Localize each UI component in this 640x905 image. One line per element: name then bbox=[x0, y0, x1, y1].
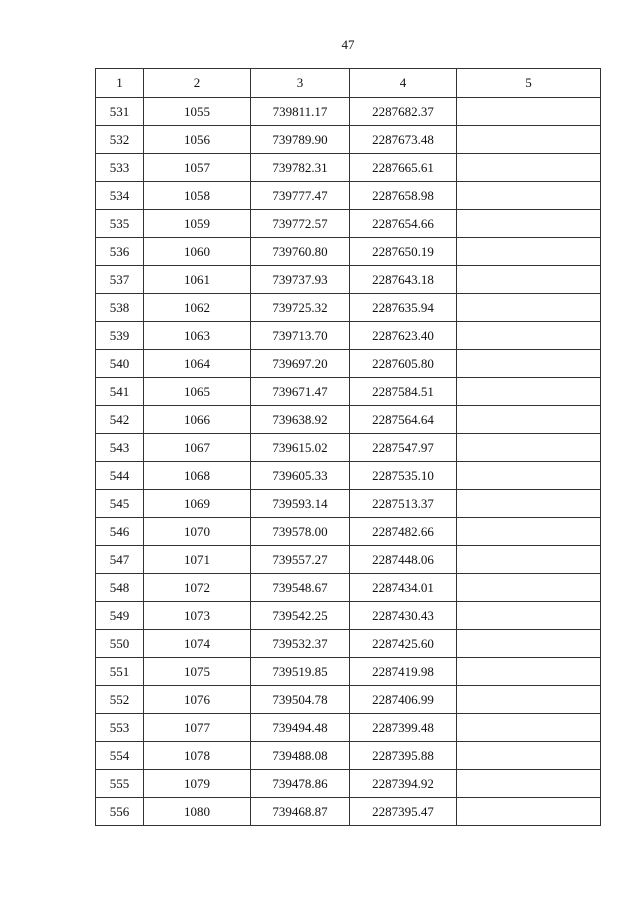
table-cell-col-2: 1062 bbox=[144, 294, 251, 322]
table-cell-col-2: 1069 bbox=[144, 490, 251, 518]
table-cell-col-2: 1070 bbox=[144, 518, 251, 546]
table-row bbox=[96, 798, 601, 826]
table-cell-col-5 bbox=[457, 630, 601, 658]
table-cell-col-4: 2287584.51 bbox=[350, 378, 457, 406]
table-cell-col-4: 2287535.10 bbox=[350, 462, 457, 490]
table-cell-col-3: 739605.33 bbox=[251, 462, 350, 490]
table-cell-col-2: 1079 bbox=[144, 770, 251, 798]
table-cell-col-1: 554 bbox=[96, 742, 144, 770]
table-row bbox=[96, 714, 601, 742]
table-cell-col-5 bbox=[457, 658, 601, 686]
table-cell-col-2: 1059 bbox=[144, 210, 251, 238]
table-cell-col-1: 556 bbox=[96, 798, 144, 826]
table-cell-col-5 bbox=[457, 210, 601, 238]
table-cell-col-4: 2287430.43 bbox=[350, 602, 457, 630]
table-cell-col-5 bbox=[457, 490, 601, 518]
table-cell-col-3: 739638.92 bbox=[251, 406, 350, 434]
table-cell-col-1: 536 bbox=[96, 238, 144, 266]
table-row bbox=[96, 210, 601, 238]
table-cell-col-3: 739713.70 bbox=[251, 322, 350, 350]
table-cell-col-4: 2287448.06 bbox=[350, 546, 457, 574]
table-cell-col-2: 1060 bbox=[144, 238, 251, 266]
table-row bbox=[96, 602, 601, 630]
table-cell-col-4: 2287394.92 bbox=[350, 770, 457, 798]
table-cell-col-5 bbox=[457, 574, 601, 602]
column-header-1: 1 bbox=[96, 69, 144, 98]
page-number: 47 bbox=[341, 37, 355, 52]
table-cell-col-4: 2287623.40 bbox=[350, 322, 457, 350]
table-cell-col-5 bbox=[457, 266, 601, 294]
table-cell-col-5 bbox=[457, 378, 601, 406]
table-cell-col-5 bbox=[457, 238, 601, 266]
table-row bbox=[96, 182, 601, 210]
table-cell-col-1: 540 bbox=[96, 350, 144, 378]
table-cell-col-2: 1074 bbox=[144, 630, 251, 658]
table-cell-col-4: 2287650.19 bbox=[350, 238, 457, 266]
table-cell-col-5 bbox=[457, 98, 601, 126]
table-cell-col-1: 535 bbox=[96, 210, 144, 238]
table-cell-col-2: 1064 bbox=[144, 350, 251, 378]
table-cell-col-4: 2287482.66 bbox=[350, 518, 457, 546]
table-cell-col-1: 548 bbox=[96, 574, 144, 602]
table-cell-col-1: 537 bbox=[96, 266, 144, 294]
table-cell-col-3: 739532.37 bbox=[251, 630, 350, 658]
table-cell-col-3: 739697.20 bbox=[251, 350, 350, 378]
table-cell-col-3: 739548.67 bbox=[251, 574, 350, 602]
table-cell-col-3: 739760.80 bbox=[251, 238, 350, 266]
table-row bbox=[96, 406, 601, 434]
table-row bbox=[96, 98, 601, 126]
column-header-3: 3 bbox=[251, 69, 350, 98]
table-cell-col-1: 546 bbox=[96, 518, 144, 546]
table-cell-col-5 bbox=[457, 686, 601, 714]
table-cell-col-2: 1066 bbox=[144, 406, 251, 434]
table-cell-col-1: 555 bbox=[96, 770, 144, 798]
table-cell-col-1: 534 bbox=[96, 182, 144, 210]
table-cell-col-5 bbox=[457, 742, 601, 770]
coordinates-table bbox=[95, 68, 601, 826]
table-cell-col-3: 739615.02 bbox=[251, 434, 350, 462]
table-cell-col-5 bbox=[457, 546, 601, 574]
table-row bbox=[96, 686, 601, 714]
table-cell-col-1: 549 bbox=[96, 602, 144, 630]
table-cell-col-1: 547 bbox=[96, 546, 144, 574]
table-cell-col-3: 739542.25 bbox=[251, 602, 350, 630]
table-cell-col-2: 1065 bbox=[144, 378, 251, 406]
table-cell-col-5 bbox=[457, 322, 601, 350]
table-cell-col-4: 2287395.47 bbox=[350, 798, 457, 826]
table-row bbox=[96, 266, 601, 294]
table-row bbox=[96, 154, 601, 182]
table-cell-col-4: 2287658.98 bbox=[350, 182, 457, 210]
table-cell-col-2: 1061 bbox=[144, 266, 251, 294]
table-row bbox=[96, 574, 601, 602]
table-cell-col-1: 539 bbox=[96, 322, 144, 350]
table-cell-col-5 bbox=[457, 434, 601, 462]
table-cell-col-4: 2287643.18 bbox=[350, 266, 457, 294]
table-cell-col-3: 739671.47 bbox=[251, 378, 350, 406]
table-cell-col-5 bbox=[457, 350, 601, 378]
table-cell-col-2: 1078 bbox=[144, 742, 251, 770]
table-row bbox=[96, 434, 601, 462]
table-cell-col-3: 739557.27 bbox=[251, 546, 350, 574]
table-cell-col-1: 542 bbox=[96, 406, 144, 434]
table-cell-col-1: 532 bbox=[96, 126, 144, 154]
table-cell-col-4: 2287682.37 bbox=[350, 98, 457, 126]
table-cell-col-3: 739782.31 bbox=[251, 154, 350, 182]
table-cell-col-4: 2287547.97 bbox=[350, 434, 457, 462]
table-cell-col-2: 1056 bbox=[144, 126, 251, 154]
table-cell-col-2: 1075 bbox=[144, 658, 251, 686]
table-cell-col-4: 2287395.88 bbox=[350, 742, 457, 770]
table-cell-col-2: 1076 bbox=[144, 686, 251, 714]
table-cell-col-2: 1055 bbox=[144, 98, 251, 126]
table-cell-col-2: 1057 bbox=[144, 154, 251, 182]
table-cell-col-1: 533 bbox=[96, 154, 144, 182]
table-cell-col-1: 551 bbox=[96, 658, 144, 686]
table-row bbox=[96, 770, 601, 798]
table-cell-col-5 bbox=[457, 182, 601, 210]
table-cell-col-4: 2287425.60 bbox=[350, 630, 457, 658]
table-cell-col-5 bbox=[457, 518, 601, 546]
table-cell-col-4: 2287434.01 bbox=[350, 574, 457, 602]
table-cell-col-3: 739504.78 bbox=[251, 686, 350, 714]
header-row bbox=[96, 69, 601, 98]
table-cell-col-3: 739725.32 bbox=[251, 294, 350, 322]
table-row bbox=[96, 658, 601, 686]
table-cell-col-5 bbox=[457, 714, 601, 742]
table-row bbox=[96, 546, 601, 574]
table-cell-col-4: 2287564.64 bbox=[350, 406, 457, 434]
table-cell-col-1: 553 bbox=[96, 714, 144, 742]
table-row bbox=[96, 350, 601, 378]
table-cell-col-1: 538 bbox=[96, 294, 144, 322]
table-row bbox=[96, 126, 601, 154]
table-cell-col-3: 739578.00 bbox=[251, 518, 350, 546]
table-cell-col-3: 739772.57 bbox=[251, 210, 350, 238]
table-cell-col-3: 739468.87 bbox=[251, 798, 350, 826]
table-row bbox=[96, 378, 601, 406]
table-cell-col-5 bbox=[457, 462, 601, 490]
table-row bbox=[96, 322, 601, 350]
table-cell-col-3: 739811.17 bbox=[251, 98, 350, 126]
table-cell-col-3: 739789.90 bbox=[251, 126, 350, 154]
table-cell-col-2: 1073 bbox=[144, 602, 251, 630]
column-header-5: 5 bbox=[457, 69, 601, 98]
table-row bbox=[96, 630, 601, 658]
table-cell-col-4: 2287513.37 bbox=[350, 490, 457, 518]
table-row bbox=[96, 462, 601, 490]
table-cell-col-5 bbox=[457, 154, 601, 182]
column-header-2: 2 bbox=[144, 69, 251, 98]
table-cell-col-2: 1071 bbox=[144, 546, 251, 574]
table-cell-col-3: 739737.93 bbox=[251, 266, 350, 294]
table-cell-col-3: 739494.48 bbox=[251, 714, 350, 742]
table-row bbox=[96, 294, 601, 322]
table-cell-col-2: 1063 bbox=[144, 322, 251, 350]
table-cell-col-5 bbox=[457, 770, 601, 798]
table-cell-col-2: 1080 bbox=[144, 798, 251, 826]
table-cell-col-3: 739488.08 bbox=[251, 742, 350, 770]
table-body bbox=[96, 98, 601, 826]
table-cell-col-5 bbox=[457, 406, 601, 434]
table-cell-col-2: 1077 bbox=[144, 714, 251, 742]
table-cell-col-2: 1058 bbox=[144, 182, 251, 210]
table-cell-col-4: 2287605.80 bbox=[350, 350, 457, 378]
table-cell-col-5 bbox=[457, 294, 601, 322]
table-cell-col-4: 2287635.94 bbox=[350, 294, 457, 322]
table-row bbox=[96, 490, 601, 518]
table-cell-col-2: 1067 bbox=[144, 434, 251, 462]
table-cell-col-5 bbox=[457, 798, 601, 826]
table-cell-col-4: 2287654.66 bbox=[350, 210, 457, 238]
table-cell-col-4: 2287673.48 bbox=[350, 126, 457, 154]
table-cell-col-3: 739519.85 bbox=[251, 658, 350, 686]
table-cell-col-1: 544 bbox=[96, 462, 144, 490]
table-cell-col-3: 739593.14 bbox=[251, 490, 350, 518]
table-row bbox=[96, 238, 601, 266]
table-cell-col-4: 2287406.99 bbox=[350, 686, 457, 714]
table-cell-col-3: 739478.86 bbox=[251, 770, 350, 798]
table-row bbox=[96, 518, 601, 546]
column-header-4: 4 bbox=[350, 69, 457, 98]
table-cell-col-2: 1072 bbox=[144, 574, 251, 602]
table-cell-col-2: 1068 bbox=[144, 462, 251, 490]
table-cell-col-4: 2287419.98 bbox=[350, 658, 457, 686]
table-cell-col-1: 545 bbox=[96, 490, 144, 518]
table-cell-col-5 bbox=[457, 602, 601, 630]
table-cell-col-1: 531 bbox=[96, 98, 144, 126]
table-cell-col-1: 552 bbox=[96, 686, 144, 714]
table-cell-col-1: 541 bbox=[96, 378, 144, 406]
table-row bbox=[96, 742, 601, 770]
table-cell-col-4: 2287399.48 bbox=[350, 714, 457, 742]
table-cell-col-3: 739777.47 bbox=[251, 182, 350, 210]
table-cell-col-4: 2287665.61 bbox=[350, 154, 457, 182]
table-cell-col-5 bbox=[457, 126, 601, 154]
table-cell-col-1: 550 bbox=[96, 630, 144, 658]
table-cell-col-1: 543 bbox=[96, 434, 144, 462]
